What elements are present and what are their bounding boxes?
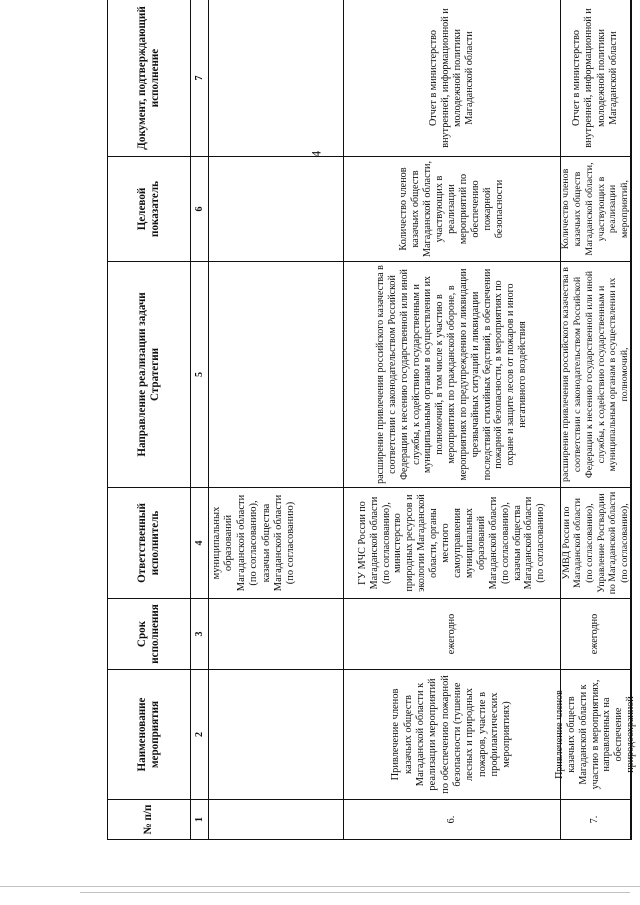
continuation-indicator [209,156,344,261]
header-executor: Ответственный исполнитель [108,487,191,598]
row-6-no: 6. [344,799,561,839]
continuation-no [209,799,344,839]
column-number-2: 2 [191,669,209,799]
header-document: Документ, подтверждающий исполнение [108,0,191,156]
row-6-direction: расширение привлечения российского казачества в соответствии с законодательством Российской Федерации к несению государственной или иной службы, к содействию государственным и муниципальным органам в осуществлении их полномочий, в том числе к участию в мероприятиях по гражданской обороне, в мероприятиях по предупреждению и ликвидации чрезвычайных ситуаций и ликвидации последствий стихийных бедствий, в обеспечении пожарной безопасности, в мероприятиях по охране и защите лесов от пожаров и иного негативного воздействия [344,261,561,487]
continuation-term [209,598,344,669]
row-6-term: ежегодно [344,598,561,669]
header-term: Срок исполнения [108,598,191,669]
continuation-executor: муниципальных образований Магаданской области (по согласованию), казачьи общества Магаданской области (по согласованию) [209,487,344,598]
column-number-5: 5 [191,261,209,487]
scan-artifact-line-2 [80,892,630,893]
column-number-1: 1 [191,799,209,839]
continuation-direction [209,261,344,487]
row-7-document: Отчет в министерство внутренней, информационной и молодежной политики Магаданской области [561,0,631,156]
row-7-term: ежегодно [561,598,631,669]
scan-artifact-line-1 [0,886,640,887]
column-number-6: 6 [191,156,209,261]
header-event: Наименование мероприятия [108,669,191,799]
row-6-event: Привлечение членов казачьих обществ Магаданской области к реализации мероприятий по обеспечению пожарной безопасности (тушение лесных и природных пожаров, участие в профилактических мероприятиях) [344,669,561,799]
page-number: 4 [308,150,324,158]
column-number-4: 4 [191,487,209,598]
column-number-7: 7 [191,0,209,156]
rotated-measures-table [107,0,637,840]
row-7-direction: расширение привлечения российского казачества в соответствии с законодательством Российской Федерации к несению государственной или иной службы, к содействию государственным и муниципальным органам в осуществлении их полномочий, [561,261,631,487]
row-7-event: Привлечение членов казачьих обществ Магаданской области к участию в мероприятиях, направленных на обеспечение природоохранной [561,669,631,799]
row-6-document: Отчет в министерство внутренней, информационной и молодежной политики Магаданской области [344,0,561,156]
row-7-indicator: Количество членов казачьих обществ Магаданской области, участвующих в реализации мероприятий, [561,156,631,261]
header-indicator: Целевой показатель [108,156,191,261]
row-7-no: 7. [561,799,631,839]
continuation-document [209,0,344,156]
row-6-executor: ГУ МЧС России по Магаданской области (по согласованию), министерство природных ресурсов и экологии Магаданской области, органы местного самоуправления муниципальных образований Магаданской области (по согласованию), казачьи общества Магаданской области (по согласованию) [344,487,561,598]
row-6-indicator: Количество членов казачьих обществ Магаданской области, участвующих в реализации мероприятий по обеспечению пожарной безопасности [344,156,561,261]
continuation-event [209,669,344,799]
header-direction: Направление реализации задачи Стратегии [108,261,191,487]
column-number-3: 3 [191,598,209,669]
row-7-executor: УМВД России по Магаданской области (по согласованию), Управление Росгвардии по Магаданской области (по согласованию), [561,487,631,598]
header-no: № п/п [108,799,191,839]
